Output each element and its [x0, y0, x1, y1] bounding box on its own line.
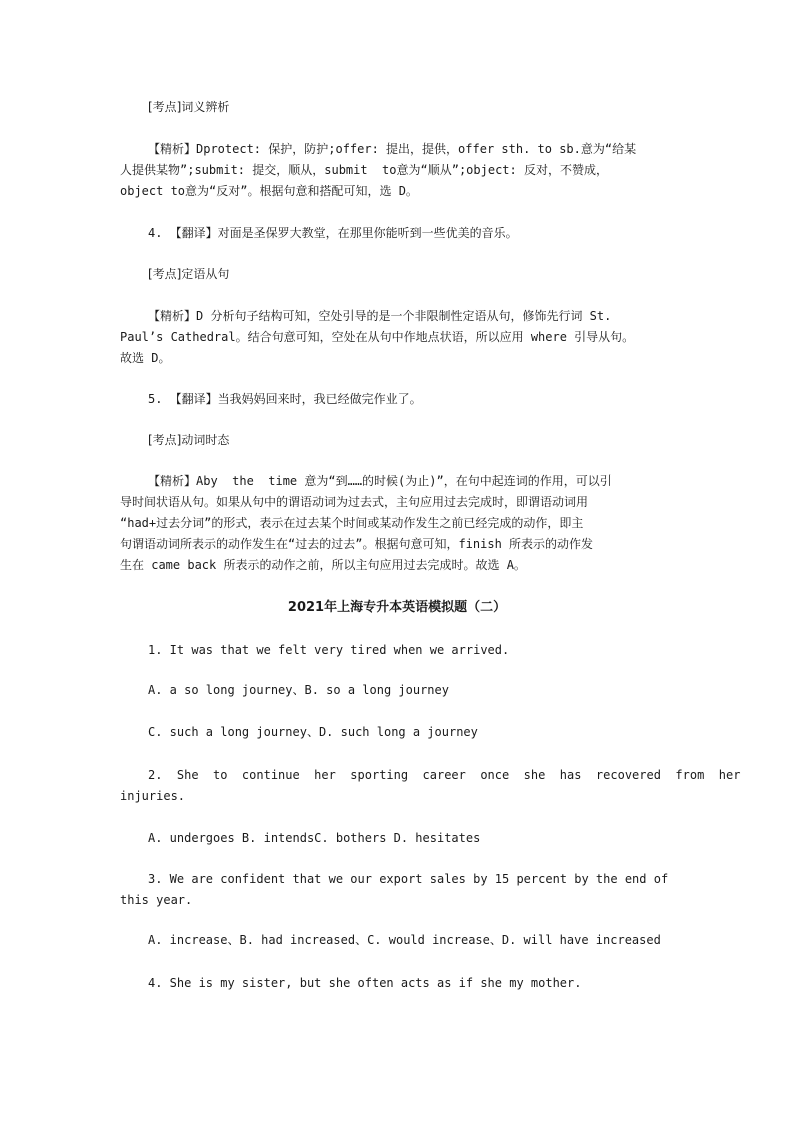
jingxi-text-line: 【精析】Dprotect: 保护，防护;offer: 提出，提供，offer sth. to sb.意为“给某 — [148, 142, 637, 156]
jingxi-text-line: Paul’s Cathedral。结合句意可知，空处在从句中作地点状语，所以应用 where 引导从句。 — [120, 330, 635, 344]
question-1-options-ab: A. a so long journey、B. so a long journey — [148, 683, 449, 697]
kaodian-label: [考点]动词时态 — [148, 433, 230, 447]
fanyi-line: 4. 【翻译】对面是圣保罗大教堂，在那里你能听到一些优美的音乐。 — [148, 226, 518, 240]
jingxi-text-line: “had+过去分词”的形式，表示在过去某个时间或某动作发生之前已经完成的动作，即主 — [120, 516, 584, 530]
question-2-stem: 2. She to continue her sporting career once she has recovered from her — [148, 768, 741, 782]
kaodian-label: [考点]词义辨析 — [148, 100, 230, 114]
question-2-stem-continued: injuries. — [120, 789, 186, 803]
jingxi-text-line: 人提供某物”;submit: 提交，顺从，submit to意为“顺从”;object: 反对，不赞成， — [120, 163, 608, 177]
fanyi-line: 5. 【翻译】当我妈妈回来时，我已经做完作业了。 — [148, 392, 422, 406]
jingxi-text-line: 句谓语动词所表示的动作发生在“过去的过去”。根据句意可知，finish 所表示的动作发 — [120, 537, 594, 551]
question-1-options-cd: C. such a long journey、D. such long a journey — [148, 725, 478, 739]
jingxi-text-line: 导时间状语从句。如果从句中的谓语动词为过去式，主句应用过去完成时，即谓语动词用 — [120, 495, 589, 509]
jingxi-text-line: 故选 D。 — [120, 351, 171, 365]
jingxi-text-line: object to意为“反对”。根据句意和搭配可知，选 D。 — [120, 184, 418, 198]
kaodian-label: [考点]定语从句 — [148, 267, 230, 281]
question-3-stem: 3. We are confident that we our export sales by 15 percent by the end of — [148, 872, 669, 886]
jingxi-text-line: 生在 came back 所表示的动作之前，所以主句应用过去完成时。故选 A。 — [120, 558, 526, 572]
question-3-options: A. increase、B. had increased、C. would increase、D. will have increased — [148, 933, 661, 947]
jingxi-text-line: 【精析】Aby the time 意为“到……的时候(为止)”，在句中起连词的作用，可以引 — [148, 474, 612, 488]
jingxi-text-line: 【精析】D 分析句子结构可知，空处引导的是一个非限制性定语从句，修饰先行词 St. — [148, 309, 612, 323]
question-2-options: A. undergoes B. intendsC. bothers D. hesitates — [148, 831, 481, 845]
question-1-stem: 1. It was that we felt very tired when we arrived. — [148, 643, 510, 657]
mock-exam-title: 2021年上海专升本英语模拟题（二） — [287, 600, 507, 615]
question-4-stem: 4. She is my sister, but she often acts as if she my mother. — [148, 976, 582, 990]
question-3-stem-continued: this year. — [120, 893, 193, 907]
